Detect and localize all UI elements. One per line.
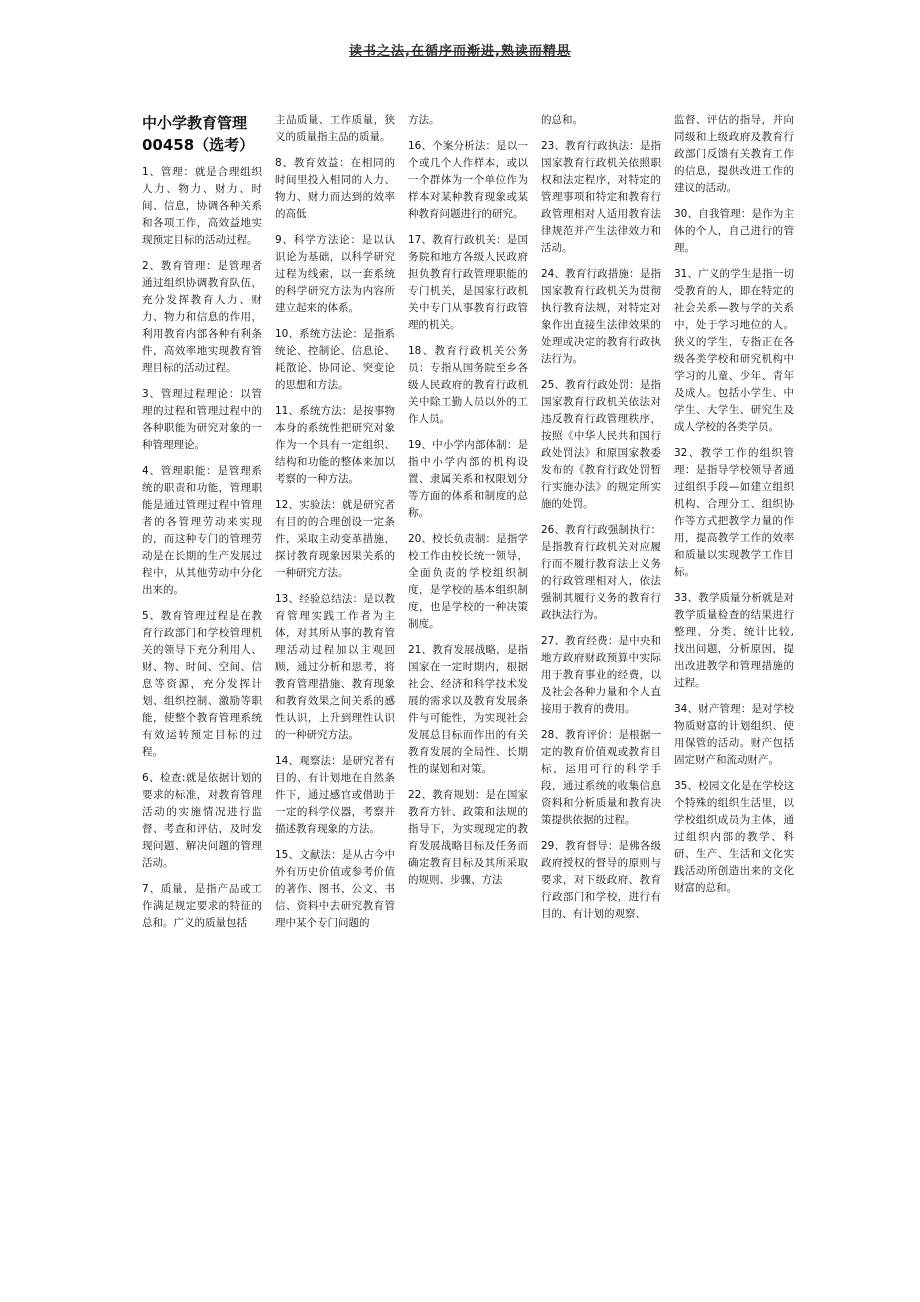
column-2 — [275, 112, 395, 941]
paragraph: 6、检查:就是依据计划的要求的标准，对教育管理活动的实施情况进行监督、考查和评估，及时发现问题、解决问题的管理活动。 — [142, 772, 262, 869]
paragraph: 16、个案分析法：是以一个或几个人作样本，或以一个群体为一个单位作为样本对某种教育现象或某种教育问题进行的研究。 — [408, 140, 528, 220]
paragraph: 18、教育行政机关公务员：专指从国务院至乡各级人民政府的教育行政机关中除工勤人员以外的工作人员。 — [408, 345, 528, 425]
paragraph: 主品质量、工作质量，狭义的质量指主品的质量。 — [275, 114, 395, 143]
paragraph: 12、实验法：就是研究者有目的的合理创设一定条件，采取主动变革措施，探讨教育现象因果关系的一种研究方法。 — [275, 499, 395, 579]
column-3-paragraphs — [408, 112, 528, 889]
page-title — [142, 112, 262, 156]
paragraph: 17、教育行政机关：是国务院和地方各级人民政府担负教育行政管理职能的专门机关，是国家行政机关中专门从事教育行政管理的机关。 — [408, 234, 528, 331]
column-1 — [142, 112, 262, 941]
paragraph: 的总和。 — [541, 114, 583, 126]
column-3 — [408, 112, 528, 898]
paragraph: 34、财产管理：是对学校物质财富的计划组织、使用保管的活动。财产包括固定财产和流动财产。 — [674, 703, 794, 766]
paragraph: 32、教学工作的组织管理：是指导学校领导者通过组织手段—如建立组织机构、合理分工、组织协作等方式把教学力量的作用，提高教学工作的效率和质量以实现教学工作目标。 — [674, 447, 794, 578]
column-5-paragraphs — [674, 112, 794, 897]
paragraph: 28、教育评价：是根据一定的教育价值观或教育目标，运用可行的科学手段，通过系统的收集信息资料和分析质量和教育决策提供依据的过程。 — [541, 729, 661, 826]
paragraph: 5、教育管理过程是在教育行政部门和学校管理机关的领导下充分利用人、财、物、时间、空间、信息等资源，充分发挥计划、组织控制、激励等职能，使整个教育管理系统有效运转预定目标的过程。 — [142, 610, 262, 758]
paragraph: 27、教育经费：是中央和地方政府财政预算中实际用于教育事业的经费，以及社会各种力量和个人直接用于教育的费用。 — [541, 635, 661, 715]
paragraph: 31、广义的学生是指一切受教育的人，即在特定的社会关系—教与学的关系中，处于学习地位的人。狭义的学生，专指正在各级各类学校和研究机构中学习的儿童、少年、青年及成人。包括小学生、中学生、大学生、研究生及成人学校的各类学员。 — [674, 268, 794, 433]
paragraph: 24、教育行政措施：是指国家教育行政机关为贯彻执行教育法规，对特定对象作出直接生法律效果的处理或决定的教育行政执法行为。 — [541, 268, 661, 365]
paragraph: 30、自我管理：是作为主体的个人，自己进行的管理。 — [674, 208, 794, 254]
paragraph: 25、教育行政处罚：是指国家教育行政机关依法对违反教育行政管理秩序，按照《中华人民共和国行政处罚法》和原国家教委发布的《教育行政处罚暂行实施办法》的规定所实施的处罚。 — [541, 379, 661, 510]
paragraph: 9、科学方法论：是以认识论为基础，以科学研究过程为线索，以一套系统的科学研究方法为内容所建立起来的体系。 — [275, 234, 395, 314]
paragraph: 33、教学质量分析就是对教学质量检查的结果进行整理、分类、统计比较, 找出问题，分析原因，提出改进教学和管理措施的过程。 — [674, 592, 794, 689]
header-note: 读书之法,在循序而渐进,熟读而精思 — [349, 44, 571, 59]
paragraph: 23、教育行政执法：是指国家教育行政机关依照职权和法定程序，对特定的管理事项和特定和教育行政管理相对人适用教育法律规范并产生法律效力和活动。 — [541, 140, 661, 254]
page-title-line2: 00458（选考） — [142, 136, 255, 154]
paragraph: 11、系统方法：是按事物本身的系统性把研究对象作为一个具有一定组织、结构和功能的整体来加以考察的一种方法。 — [275, 405, 395, 485]
content-columns — [142, 112, 792, 941]
paragraph: 15、文献法：是从古今中外有历史价值或参考价值的著作、图书、公文、书信、资料中去研究教育管理中某个专门问题的 — [275, 849, 395, 929]
page-title-line1: 中小学教育管理 — [142, 114, 248, 132]
paragraph: 4、管理职能：是管理系统的职责和功能，管理职能是通过管理过程中管理者的各管理劳动来实现的，而这种专门的管理劳动是在长期的生产发展过程中，从其他劳动中分化出来的。 — [142, 465, 262, 596]
paragraph: 8、教育效益：在相同的时间里投入相同的人力、物力、财力而达到的效率的高低 — [275, 157, 395, 220]
paragraph: 26、教育行政强制执行：是指教育行政机关对应履行而不履行教育法上义务的行政管理相对人，依法强制其履行义务的教育行政执法行为。 — [541, 524, 661, 621]
column-5 — [674, 112, 794, 906]
paragraph: 20、校长负责制：是指学校工作由校长统一领导，全面负责的学校组织制度，是学校的基本组织制度，也是学校的一种决策制度。 — [408, 533, 528, 630]
paragraph: 35、校园文化是在学校这个特殊的组织生活里，以学校组织成员为主体，通过组织内部的教学、科研、生产、生活和文化实践活动所创造出来的文化财富的总和。 — [674, 780, 794, 894]
paragraph: 21、教育发展战略，是指国家在一定时期内，根据社会、经济和科学技术发展的需求以及教育发展条件与可能性，为实现社会发展总目标而作出的有关教育发展的全局性、长期性的谋划和对策。 — [408, 644, 528, 775]
column-2-paragraphs — [275, 112, 395, 932]
paragraph: 3、管理过程理论：以管理的过程和管理过程中的各种职能为研究对象的一种管理理论。 — [142, 388, 262, 451]
paragraph: 方法。 — [408, 114, 440, 126]
column-4-paragraphs — [541, 112, 661, 923]
paragraph: 2、教育管理：是管理者通过组织协调教育队伍，充分发挥教育人力、财力、物力和信息的作用，利用教育内部各种有利条件，高效率地实现教育管理目标的活动过程。 — [142, 260, 262, 374]
paragraph: 22、教育规划：是在国家教育方针、政策和法规的指导下，为实现现定的教育发展战略目标及任务而确定教育目标及其所采取的规则、步骤、方法 — [408, 789, 528, 886]
paragraph: 监督、评估的指导，并向同级和上级政府及教育行政部门反馈有关教育工作的信息，提供改进工作的建议的活动。 — [674, 114, 794, 194]
column-1-paragraphs — [142, 164, 262, 932]
paragraph: 19、中小学内部体制：是指中小学内部的机构设置、隶属关系和权限划分等方面的体系和制度的总称。 — [408, 439, 528, 519]
paragraph: 14、观察法：是研究者有目的、有计划地在自然条件下，通过感官或借助于一定的科学仪器，考察并描述教育现象的方法。 — [275, 755, 395, 835]
paragraph: 29、教育督导：是佛各级政府授权的督导的原则与要求，对下级政府、教育行政部门和学校，进行有目的、有计划的观察、 — [541, 840, 661, 920]
column-4 — [541, 112, 661, 932]
paragraph: 1、管理：就是合理组织人力、物力、财力、时间、信息，协调各种关系和各项工作，高效益地实现预定目标的活动过程。 — [142, 166, 262, 246]
paragraph: 7、质量，是指产品或工作满足规定要求的特征的总和。广义的质量包括 — [142, 883, 262, 929]
paragraph: 10、系统方法论：是指系统论、控制论、信息论、耗散论、协同论、突变论的思想和方法。 — [275, 328, 395, 391]
paragraph: 13、经验总结法：是以教育管理实践工作者为主体，对其所从事的教育管理活动过程加以主观回顾，通过分析和思考，将教育管理措施、教育现象和教育效果之间关系的感性认识，上升到理性认识的一种研究方法。 — [275, 593, 395, 741]
